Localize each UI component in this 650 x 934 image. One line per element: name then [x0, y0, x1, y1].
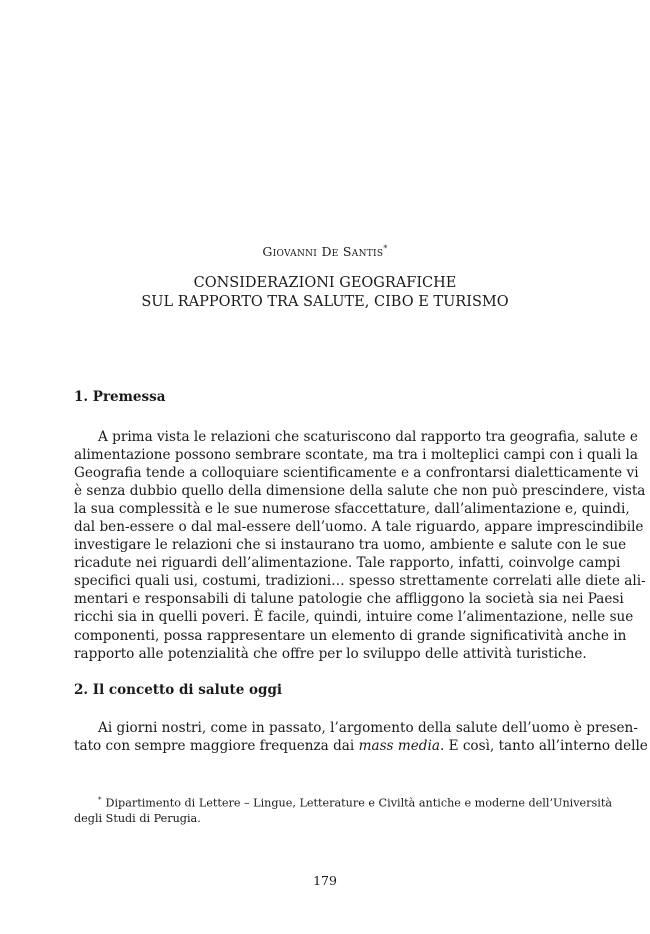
- text-run: tato con sempre maggiore frequenza dai: [74, 738, 359, 755]
- author-footnote-mark: *: [383, 244, 388, 253]
- text-run: . E così, tanto all’interno delle: [439, 738, 648, 755]
- title-line-2: SUL RAPPORTO TRA SALUTE, CIBO E TURISMO: [141, 294, 509, 310]
- paragraph-line: è senza dubbio quello della dimensione della salute che non può prescindere, vista: [74, 483, 646, 500]
- paragraph-line: ricadute nei riguardi dell’alimentazione. Tale rapporto, infatti, coinvolge campi: [74, 555, 621, 572]
- footnote-mark: *: [98, 796, 102, 804]
- paragraph-line: dal ben-essere o dal mal-essere dell’uomo. A tale riguardo, appare imprescindibile: [74, 519, 644, 536]
- article-title: [0, 274, 650, 312]
- paragraph-line: mentari e responsabili di talune patologie che affliggono la società sia nei Paesi: [74, 591, 624, 608]
- paragraph-line: A prima vista le relazioni che scaturiscono dal rapporto tra geografia, salute e: [98, 429, 638, 445]
- section-heading-salute: 2. Il concetto di salute oggi: [74, 682, 283, 698]
- paragraph-line: componenti, possa rappresentare un elemento di grande significatività anche in: [74, 627, 627, 644]
- paragraph-premessa: [74, 428, 646, 663]
- section-heading-premessa: 1. Premessa: [74, 389, 166, 405]
- footnote: [74, 793, 612, 827]
- paragraph-line: investigare le relazioni che si instaurano tra uomo, ambiente e salute con le sue: [74, 537, 627, 554]
- paragraph-salute: [74, 719, 648, 755]
- footnote-line: degli Studi di Perugia.: [74, 812, 201, 826]
- paragraph-line: rapporto alle potenzialità che offre per lo sviluppo delle attività turistiche.: [74, 645, 587, 662]
- footnote-text: Dipartimento di Lettere – Lingue, Letterature e Civiltà antiche e moderne dell’Università: [105, 796, 612, 810]
- paragraph-line: ricchi sia in quelli poveri. È facile, quindi, intuire come l’alimentazione, nelle sue: [74, 609, 634, 626]
- paragraph-line: Ai giorni nostri, come in passato, l’argomento della salute dell’uomo è presen-: [98, 720, 638, 736]
- italic-term: mass media: [358, 738, 440, 755]
- paragraph-line: la sua complessità e le sue numerose sfaccettature, dall’alimentazione e, quindi,: [74, 501, 630, 518]
- paragraph-line: specifici quali usi, costumi, tradizioni… spesso strettamente correlati alle diete ali-: [74, 573, 646, 590]
- author-name: Giovanni De Santis: [262, 244, 384, 260]
- paragraph-line: alimentazione possono sembrare scontate, ma tra i molteplici campi con i quali la: [74, 447, 639, 464]
- footnote-line: [74, 793, 612, 811]
- title-line-1: CONSIDERAZIONI GEOGRAFICHE: [193, 275, 457, 291]
- page-number: 179: [313, 873, 337, 888]
- paragraph-line: Geografia tende a colloquiare scientificamente e a confrontarsi dialetticamente vi: [74, 465, 639, 482]
- author-line: [0, 244, 650, 259]
- paragraph-line: [74, 737, 648, 755]
